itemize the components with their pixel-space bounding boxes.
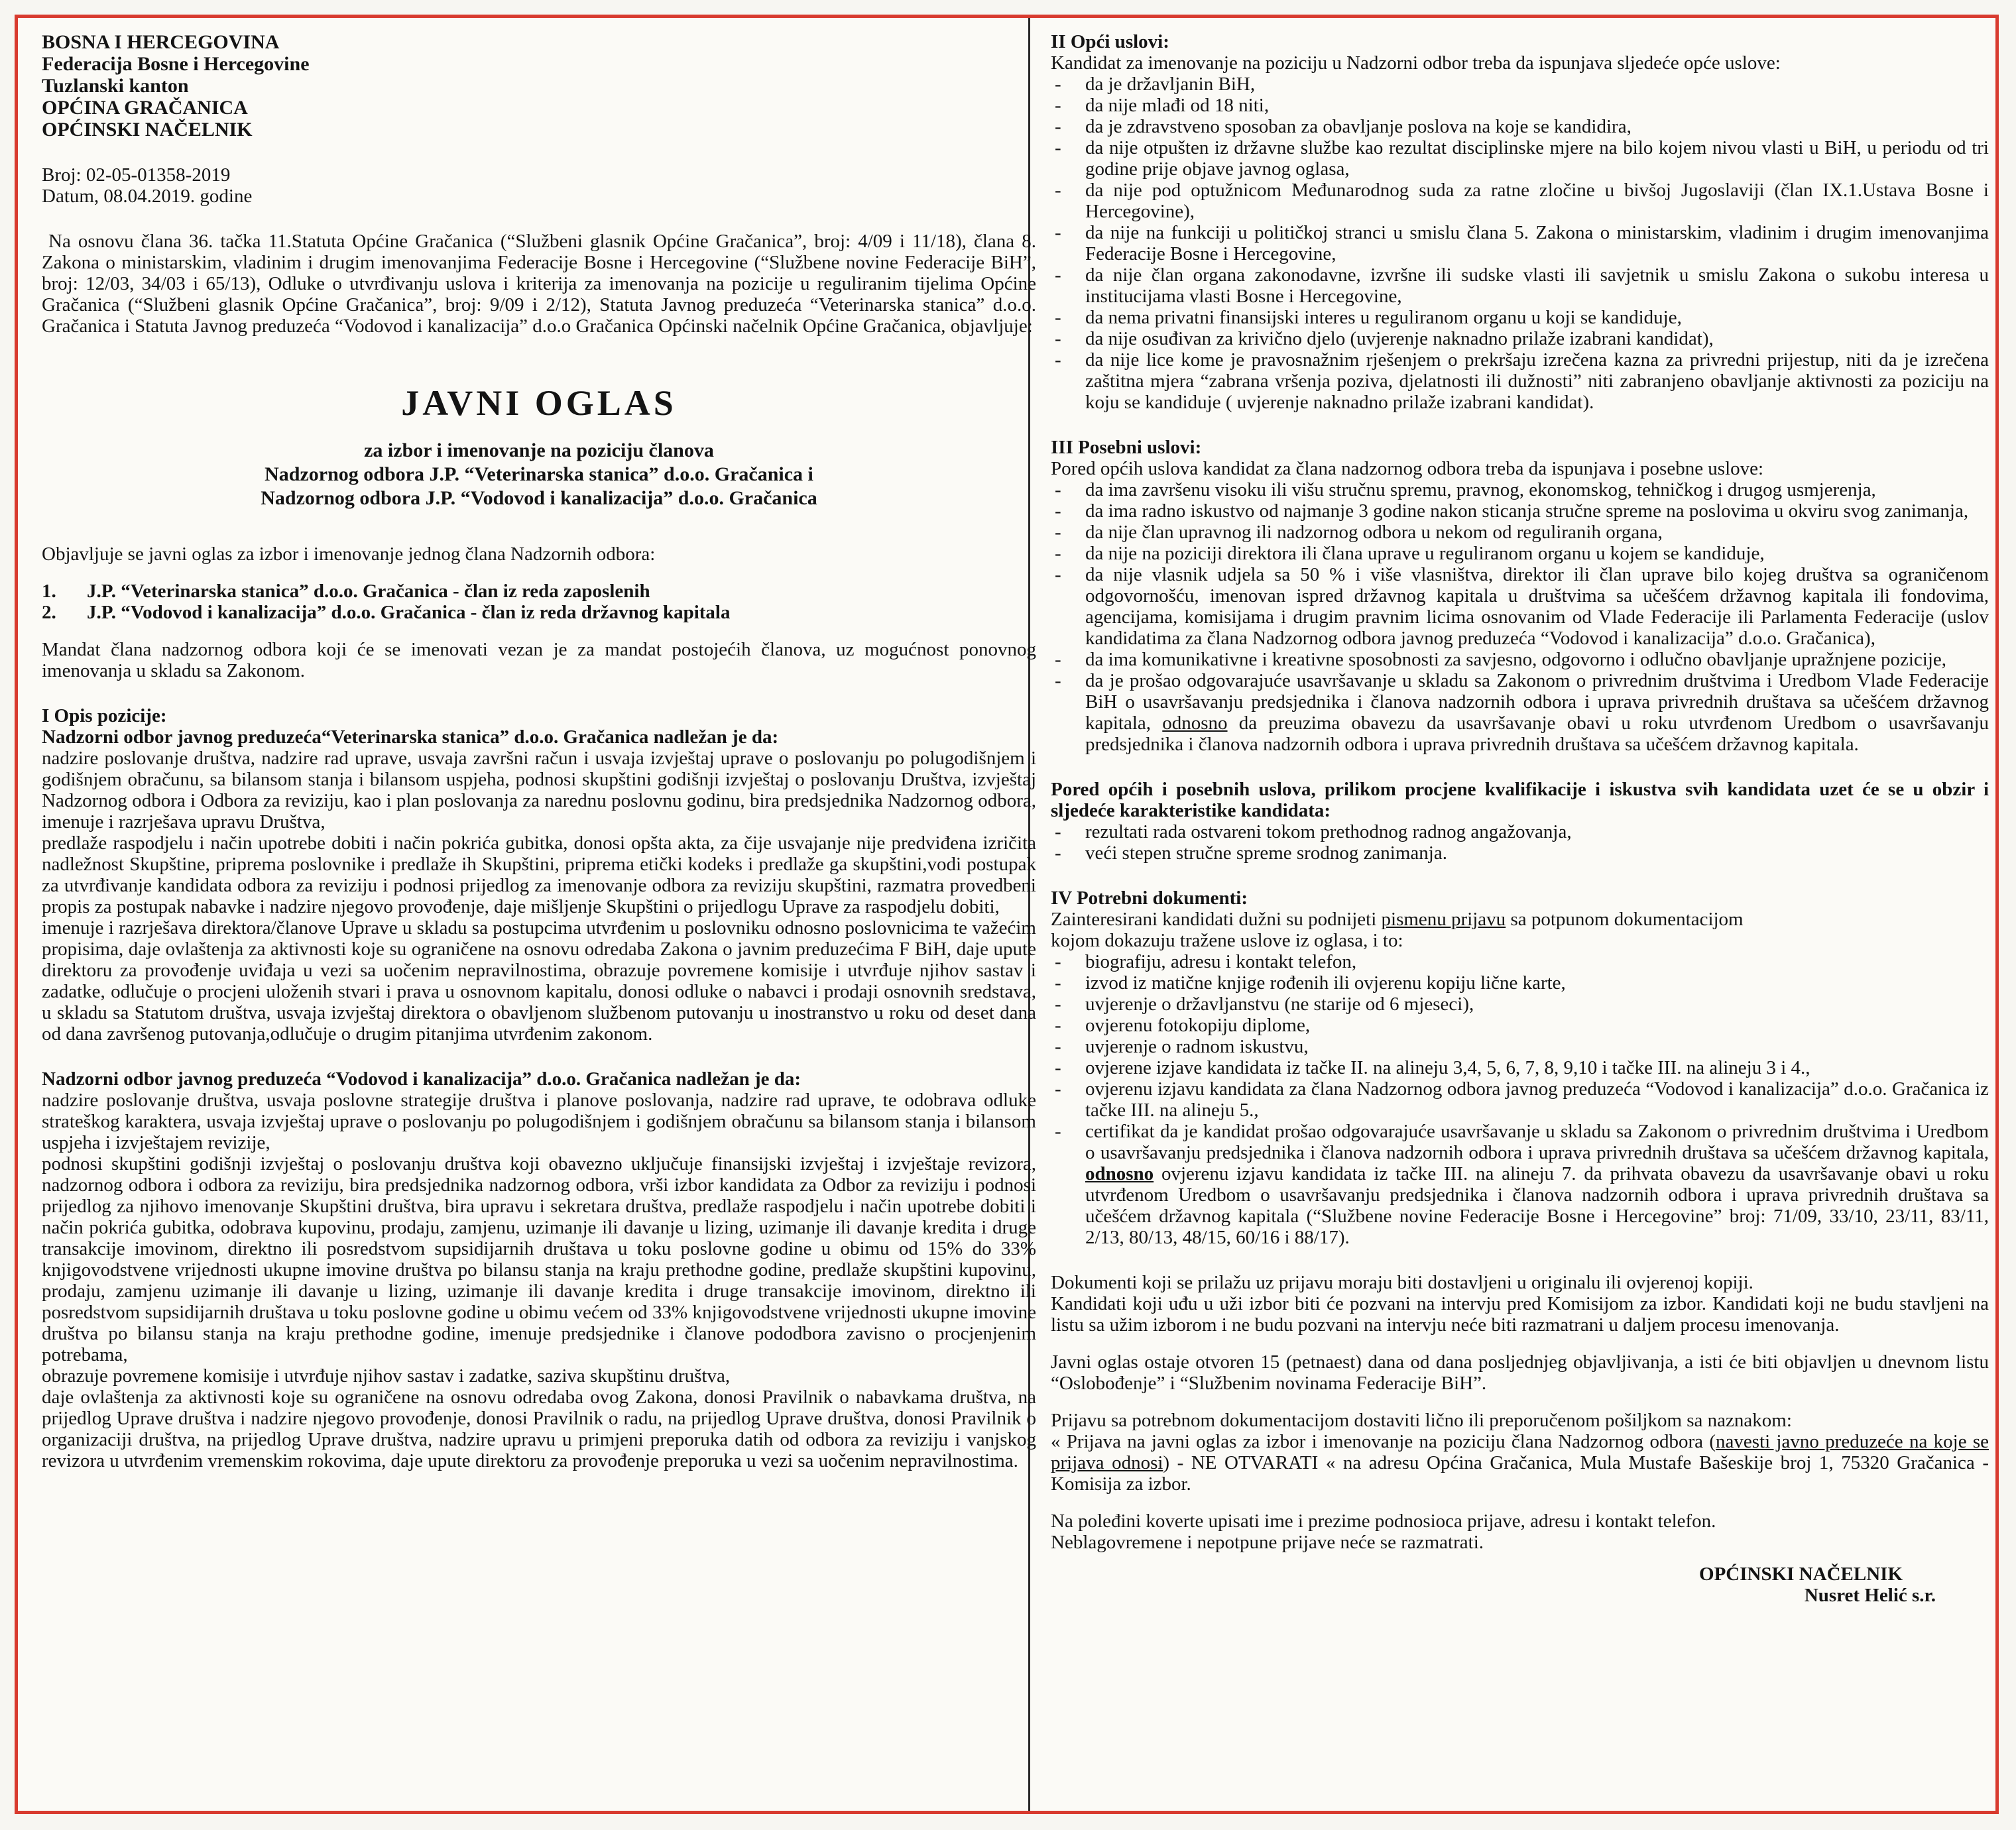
- list-item: - ovjerenu fotokopiju diplome,: [1051, 1015, 1989, 1036]
- list-item: - da ima radno iskustvo od najmanje 3 godine nakon sticanja stručne spreme na poslovima u okviru svog zanimanja,: [1051, 500, 1989, 522]
- documents-intro: Zainteresirani kandidati dužni su podnijeti pismenu prijavu sa potpunom dokumentacijom: [1051, 909, 1744, 930]
- list-item: - izvod iz matične knjige rođenih ili ovjerenu kopiju lične karte,: [1051, 972, 1989, 994]
- evaluation-heading: Pored općih i posebnih uslova, prilikom procjene kvalifikacije i iskustva svih kandidata uzet će se u obzir i sljedeće karakteristike kandidata:: [1051, 779, 1989, 821]
- list-item: - da nije pod optužnicom Međunarodnog suda za ratne zločine u bivšoj Jugoslaviji (član IX.1.Ustava Bosne i Hercegovine),: [1051, 180, 1989, 222]
- ad-frame: [15, 15, 1999, 1814]
- notice-subtitle: [42, 439, 1036, 510]
- list-item: - da nije otpušten iz državne službe kao rezultat disciplinske mjere na bilo kojem nivou vlasti u BiH, u periodu od tri godine prije objave javnog oglasa,: [1051, 137, 1989, 180]
- envelope-label-text: « Prijava na javni oglas za izbor i imenovanje na poziciju člana Nadzornog odbora (navesti javno preduzeće na koje se prijava odnosi) - NE OTVARATI « na adresu Općina Gračanica, Mula Mustafe Bašeskije broj 1, 75320 Gračanica - Komisija za izbor.: [1051, 1431, 1989, 1495]
- list-item: - da je zdravstveno sposoban za obavljanje poslova na koje se kandidira,: [1051, 116, 1989, 137]
- list-item: - uvjerenje o radnom iskustvu,: [1051, 1036, 1989, 1057]
- documents-intro-line2: kojom dokazuju tražene uslove iz oglasa, i to:: [1051, 930, 1403, 951]
- closing-paragraph: Prijavu sa potrebnom dokumentacijom dostaviti lično ili preporučenom pošiljkom sa naznakom:: [1051, 1410, 1792, 1431]
- vod-board-duties: daje ovlaštenja za aktivnosti koje su ograničene na osnovu odredaba ovog Zakona, donosi Pravilnik o nabavkama društva, na prijedlog Uprave društva i nadzire njegovo provođenje, donosi Pravilnik o radu, na prijedlog Uprave društva, donosi Pravilnik o organizaciji društva, na prijedlog Uprave društva, nadzire upravu u primjeni preporuka datih od odbora za reviziju i vanjskog revizora u utvrđenim vremenskim rokovima, daje upute direktoru za provođenje preporuka u vezi sa uočenim nepravilnostima.: [42, 1387, 1036, 1471]
- list-item: - da ima komunikativne i kreativne sposobnosti za savjesno, odgovorno i odlučno obavljanje upražnjene pozicije,: [1051, 649, 1989, 670]
- document-number: Broj: 02-05-01358-2019: [42, 164, 231, 186]
- section-heading: I Opis pozicije:: [42, 705, 167, 726]
- list-item: - da nije član upravnog ili nadzornog odbora u nekom od reguliranih organa,: [1051, 522, 1989, 543]
- section-heading: IV Potrebni dokumenti:: [1051, 887, 1248, 909]
- list-item: - da ima završenu visoku ili višu stručnu spremu, pravnog, ekonomskog, tehničkog i drugog usmjerenja,: [1051, 479, 1989, 500]
- vod-board-duties: obrazuje povremene komisije i utvrđuje njihov sastav i zadatke, saziva skupštinu društva,: [42, 1365, 731, 1387]
- issuer-line: Federacija Bosne i Hercegovine: [42, 53, 310, 75]
- position-item: 1. J.P. “Veterinarska stanica” d.o.o. Gračanica - član iz reda zaposlenih: [42, 581, 650, 602]
- list-item: - da nije osuđivan za krivično djelo (uvjerenje naknadno prilaže izabrani kandidat),: [1051, 328, 1989, 349]
- section-heading: III Posebni uslovi:: [1051, 437, 1202, 458]
- legal-basis-paragraph: Na osnovu člana 36. tačka 11.Statuta Općine Gračanica (“Službeni glasnik Općine Gračanica”, broj: 4/09 i 11/18), člana 8. Zakona o ministarskim, vladinim i drugim imenovanjima Federacije Bosne i Hercegovine (“Službene novine Federacije BiH”, broj: 12/03, 34/03 i 65/13), Odluke o utvrđivanju uslova i kriterija za imenovanja na pozicije u reguliranim tijelima Općine Gračanica (“Službeni glasnik Općine Gračanica”, broj: 9/09 i 2/12), Statuta Javnog preduzeća “Veterinarska stanica” d.o.o. Gračanica i Statuta Javnog preduzeća “Vodovod i kanalizacija” d.o.o Gračanica Općinski načelnik Općine Gračanica, objavljuje:: [42, 231, 1036, 337]
- list-item: - da nije na funkciji u političkoj stranci u smislu člana 5. Zakona o ministarskim, vladinim i drugim imenovanjima Federacije Bosne i Hercegovine,: [1051, 222, 1989, 264]
- vet-board-heading: Nadzorni odbor javnog preduzeća“Veterinarska stanica” d.o.o. Gračanica nadležan je da:: [42, 726, 779, 748]
- mandate-text: Mandat člana nadzornog odbora koji će se imenovati vezan je za mandat postojećih članova, uz mogućnost ponovnog imenovanja u skladu sa Zakonom.: [42, 639, 1036, 681]
- list-item: - certifikat da je kandidat prošao odgovarajuće usavršavanje u skladu sa Zakonom o privrednim društvima i Uredbom o usavršavanju predsjednika i članova nadzornih odbora i uprava privrednih društava sa učešćem državnog kapitala, odnosno ovjerenu izjavu kandidata iz tačke III. na alineju 7. da prihvata obavezu da usavršavanje obavi u roku utvrđenom Uredbom o usavršavanju predsjednika i članova nadzornih odbora i uprava privrednih društava sa učešćem državnog kapitala (“Službene novine Federacije Bosne i Hercegovine” broj: 71/09, 33/10, 23/11, 83/11, 2/13, 80/13, 48/15, 60/16 i 88/17).: [1051, 1121, 1989, 1248]
- special-conditions-intro: Pored općih uslova kandidat za člana nadzornog odbora treba da ispunjava i posebne uslove:: [1051, 458, 1764, 479]
- list-item: - da nije lice kome je pravosnažnim rješenjem o prekršaju izrečena kazna za privredni prijestup, niti da je izrečena zaštitna mjera “zabrana vršenja poziva, djelatnosti ili dužnosti” niti zabranjeno obavljanje aktivnosti za poziciju na koju se kandiduje ( uvjerenje naknadno prilaže izabrani kandidat).: [1051, 349, 1989, 413]
- issuer-line: OPĆINSKI NAČELNIK: [42, 119, 253, 141]
- issuer-line: BOSNA I HERCEGOVINA: [42, 31, 280, 53]
- section-heading: II Opći uslovi:: [1051, 31, 1169, 52]
- list-item: - ovjerenu izjavu kandidata za člana Nadzornog odbora javnog preduzeća “Vodovod i kanalizacija” d.o.o. Gračanica iz tačke III. na alineju 5.,: [1051, 1078, 1989, 1121]
- list-item: - da nije član organa zakonodavne, izvršne ili sudske vlasti ili savjetnik u smislu Zakona o sukobu interesa u institucijama vlasti Bosne i Hercegovine,: [1051, 264, 1989, 307]
- list-item: - da nema privatni finansijski interes u reguliranom organu u koji se kandiduje,: [1051, 307, 1989, 328]
- closing-paragraph: Kandidati koji uđu u uži izbor biti će pozvani na intervju pred Komisijom za izbor. Kandidati koji ne budu stavljeni na listu sa užim izborom i ne budu pozvani na intervju neće biti razmatrani u daljem procesu imenovanja.: [1051, 1293, 1989, 1336]
- list-item: - ovjerene izjave kandidata iz tačke II. na alineju 3,4, 5, 6, 7, 8, 9,10 i tačke III. na alineju 3 i 4.,: [1051, 1057, 1989, 1078]
- issuer-header: [42, 31, 1036, 141]
- closing-paragraph: Javni oglas ostaje otvoren 15 (petnaest) dana od dana posljednjeg objavljivanja, a isti će biti objavljen u dnevnom listu “Oslobođenje” i “Službenim novinama Federacije BiH”.: [1051, 1351, 1989, 1394]
- subtitle-line: Nadzornog odbora J.P. “Veterinarska stanica” d.o.o. Gračanica i: [265, 463, 813, 485]
- list-item: - veći stepen stručne spreme srodnog zanimanja.: [1051, 842, 1989, 864]
- closing-paragraph: Dokumenti koji se prilažu uz prijavu moraju biti dostavljeni u originalu ili ovjerenoj kopiji.: [1051, 1272, 1753, 1293]
- signature-name: Nusret Helić s.r.: [1804, 1585, 1936, 1606]
- vod-board-heading: Nadzorni odbor javnog preduzeća “Vodovod i kanalizacija” d.o.o. Gračanica nadležan je da:: [42, 1068, 801, 1090]
- list-item: - uvjerenje o državljanstvu (ne starije od 6 mjeseci),: [1051, 994, 1989, 1015]
- vet-board-duties: imenuje i razrješava direktora/članove Uprave u skladu sa postupcima utvrđenim u poslovniku odnosno poslovnicima te važećim propisima, daje ovlaštenja za aktivnosti koje su ograničene na osnovu odredaba Zakona o javnim preduzećima F BiH, daje upute direktoru za provođenje uviđaja u vezi sa uočenim nepravilnostima, obrazuje povremene komisije i utvrđuje njihov sastav i zadatke, odlučuje o procjeni uloženih stvari i prava u osnovnom kapitalu, donosi odluke o nabavci i prodaji osnovnih sredstava, u skladu sa Statutom društva, usvaja izvještaj direktora o obavljenom službenom putovanju u inostranstvo u roku od deset dana od dana završenog putovanja,odlučuje o drugim pitanjima utvrđenim zakonom.: [42, 917, 1036, 1045]
- issuer-line: Tuzlanski kanton: [42, 75, 189, 97]
- list-item: - rezultati rada ostvareni tokom prethodnog radnog angažovanja,: [1051, 821, 1989, 842]
- list-item: - da je državljanin BiH,: [1051, 74, 1989, 95]
- list-item: - da nije mlađi od 18 niti,: [1051, 95, 1989, 116]
- vet-board-duties: predlaže raspodjelu i način upotrebe dobiti i način pokrića gubitka, donosi opšta akta, za čije usvajanje nije predviđena izričita nadležnost Skupštine, priprema poslovnike i predlaže ih Skupštini, priprema etički kodeks i predlaže ga skupštini,vodi postupak za utvrđivanje kandidata odbora za reviziju i podnosi prijedlog za imenovanje odbora za reviziju skupštini, razmatra provedbeni propis za postupak nabavke i nadzire njegovo provođenje, daje mišljenje Skupštini o prijedlogu Uprave za raspodjelu dobiti,: [42, 832, 1036, 917]
- subtitle-line: za izbor i imenovanje na poziciju članova: [364, 439, 714, 461]
- list-item: - da je prošao odgovarajuće usavršavanje u skladu sa Zakonom o privrednim društvima i Uredbom Vlade Federacije BiH o usavršavanju predsjednika i članova nadzornih odbora i uprava privrednih društava sa učešćem državnog kapitala, odnosno da preuzima obavezu da usavršavanje obavi u roku utvrđenom Uredbom o usavršavanju predsjednika i članova nadzornih odbora i uprava privrednih društava sa učešćem državnog kapitala.: [1051, 670, 1989, 755]
- position-item: 2. J.P. “Vodovod i kanalizacija” d.o.o. Gračanica - član iz reda državnog kapitala: [42, 602, 731, 623]
- general-conditions-intro: Kandidat za imenovanje na poziciju u Nadzorni odbor treba da ispunjava sljedeće opće uslove:: [1051, 52, 1781, 74]
- list-item: - da nije na poziciji direktora ili člana uprave u reguliranom organu u kojem se kandiduje,: [1051, 543, 1989, 564]
- document-date: Datum, 08.04.2019. godine: [42, 186, 253, 207]
- issuer-line: OPĆINA GRAČANICA: [42, 97, 248, 119]
- announcement-text: Objavljuje se javni oglas za izbor i imenovanje jednog člana Nadzornih odbora:: [42, 543, 656, 565]
- closing-paragraph: Na poleđini koverte upisati ime i prezime podnosioca prijave, adresu i kontakt telefon.: [1051, 1511, 1716, 1532]
- vod-board-duties: podnosi skupštini godišnji izvještaj o poslovanju društva koji obavezno uključuje finansijski izvještaj i izvještaje revizora, nadzornog odbora i odbora za reviziju, bira predsjednika nadzornog odbora, vrši izbor kandidata za Odbor za reviziju i podnosi prijedlog za njihovo imenovanje Skupštini društva, bira upravu i sekretara društva, predlaže raspodjelu i način upotrebe dobiti i način pokrića gubitka, odobrava kupovinu, prodaju, zamjenu, uzimanje ili davanje u lizing, uzimanje ili davanje kredita i druge transakcije imovinom, direktno ili posredstvom supsidijarnih društava u toku poslovne godine u obimu od 15% do 33% knjigovodstvene vrijednosti ukupne imovine društva po bilansu stanja na kraju prethodne godine, predlaže skupštini kupovinu, prodaju, zamjenu uzimanje ili davanje u lizing, uzimanje ili davanje kredita i druge transakcije imovinom, direktno ili posredstvom supsidijarnih društava u toku poslovne godine u obimu većem od 33% knjigovodstvene vrijednosti ukupne imovine društva po bilansu stanja na kraju prethodne godine, imenuje predsjednike i članove pododbora zavisno o procjenjenim potrebama,: [42, 1153, 1036, 1365]
- list-item: - da nije vlasnik udjela sa 50 % i više vlasništva, direktor ili član uprave bilo kojeg društva sa ograničenom odgovornošću, imenovan ispred državnog kapitala u društvima sa učešćem državnog kapitala ili fondovima, agencijama, komisijama i drugim pravnim licima osnovanim od Vlade Federacije ili Parlamenta Federacije (uslov kandidatima za člana Nadzornog odbora javnog preduzeća “Vodovod i kanalizacija” d.o.o. Gračanica),: [1051, 564, 1989, 649]
- signature-title: OPĆINSKI NAČELNIK: [1699, 1564, 1903, 1585]
- vet-board-duties: nadzire poslovanje društva, nadzire rad uprave, usvaja završni račun i usvaja izvještaj uprave o poslovanju po polugodišnjem i godišnjem obračunu, sa bilansom stanja i bilansom uspjeha, podnosi skupštini godišnji izvještaj o poslovanju Društva, izvještaj Nadzornog odbora i Odbora za reviziju, kao i plan poslovanja za narednu poslovnu godinu, bira predsjednika Nadzornog odbora, imenuje i razrješava upravu Društva,: [42, 748, 1036, 832]
- subtitle-line: Nadzornog odbora J.P. “Vodovod i kanalizacija” d.o.o. Gračanica: [261, 487, 817, 509]
- vod-board-duties: nadzire poslovanje društva, usvaja poslovne strategije društva i planove poslovanja, nadzire rad uprave, te odobrava odluke strateškog karaktera, usvaja izvještaj uprave o poslovanju po polugodišnjem i godišnjem obračunu sa bilansom stanja i bilansom uspjeha i izvještajem revizije,: [42, 1090, 1036, 1153]
- notice-title: JAVNI OGLAS: [401, 383, 677, 423]
- closing-paragraph: Neblagovremene i nepotpune prijave neće se razmatrati.: [1051, 1532, 1484, 1553]
- list-item: - biografiju, adresu i kontakt telefon,: [1051, 951, 1989, 972]
- right-column: [1051, 31, 1989, 1606]
- left-column: [42, 31, 1036, 1471]
